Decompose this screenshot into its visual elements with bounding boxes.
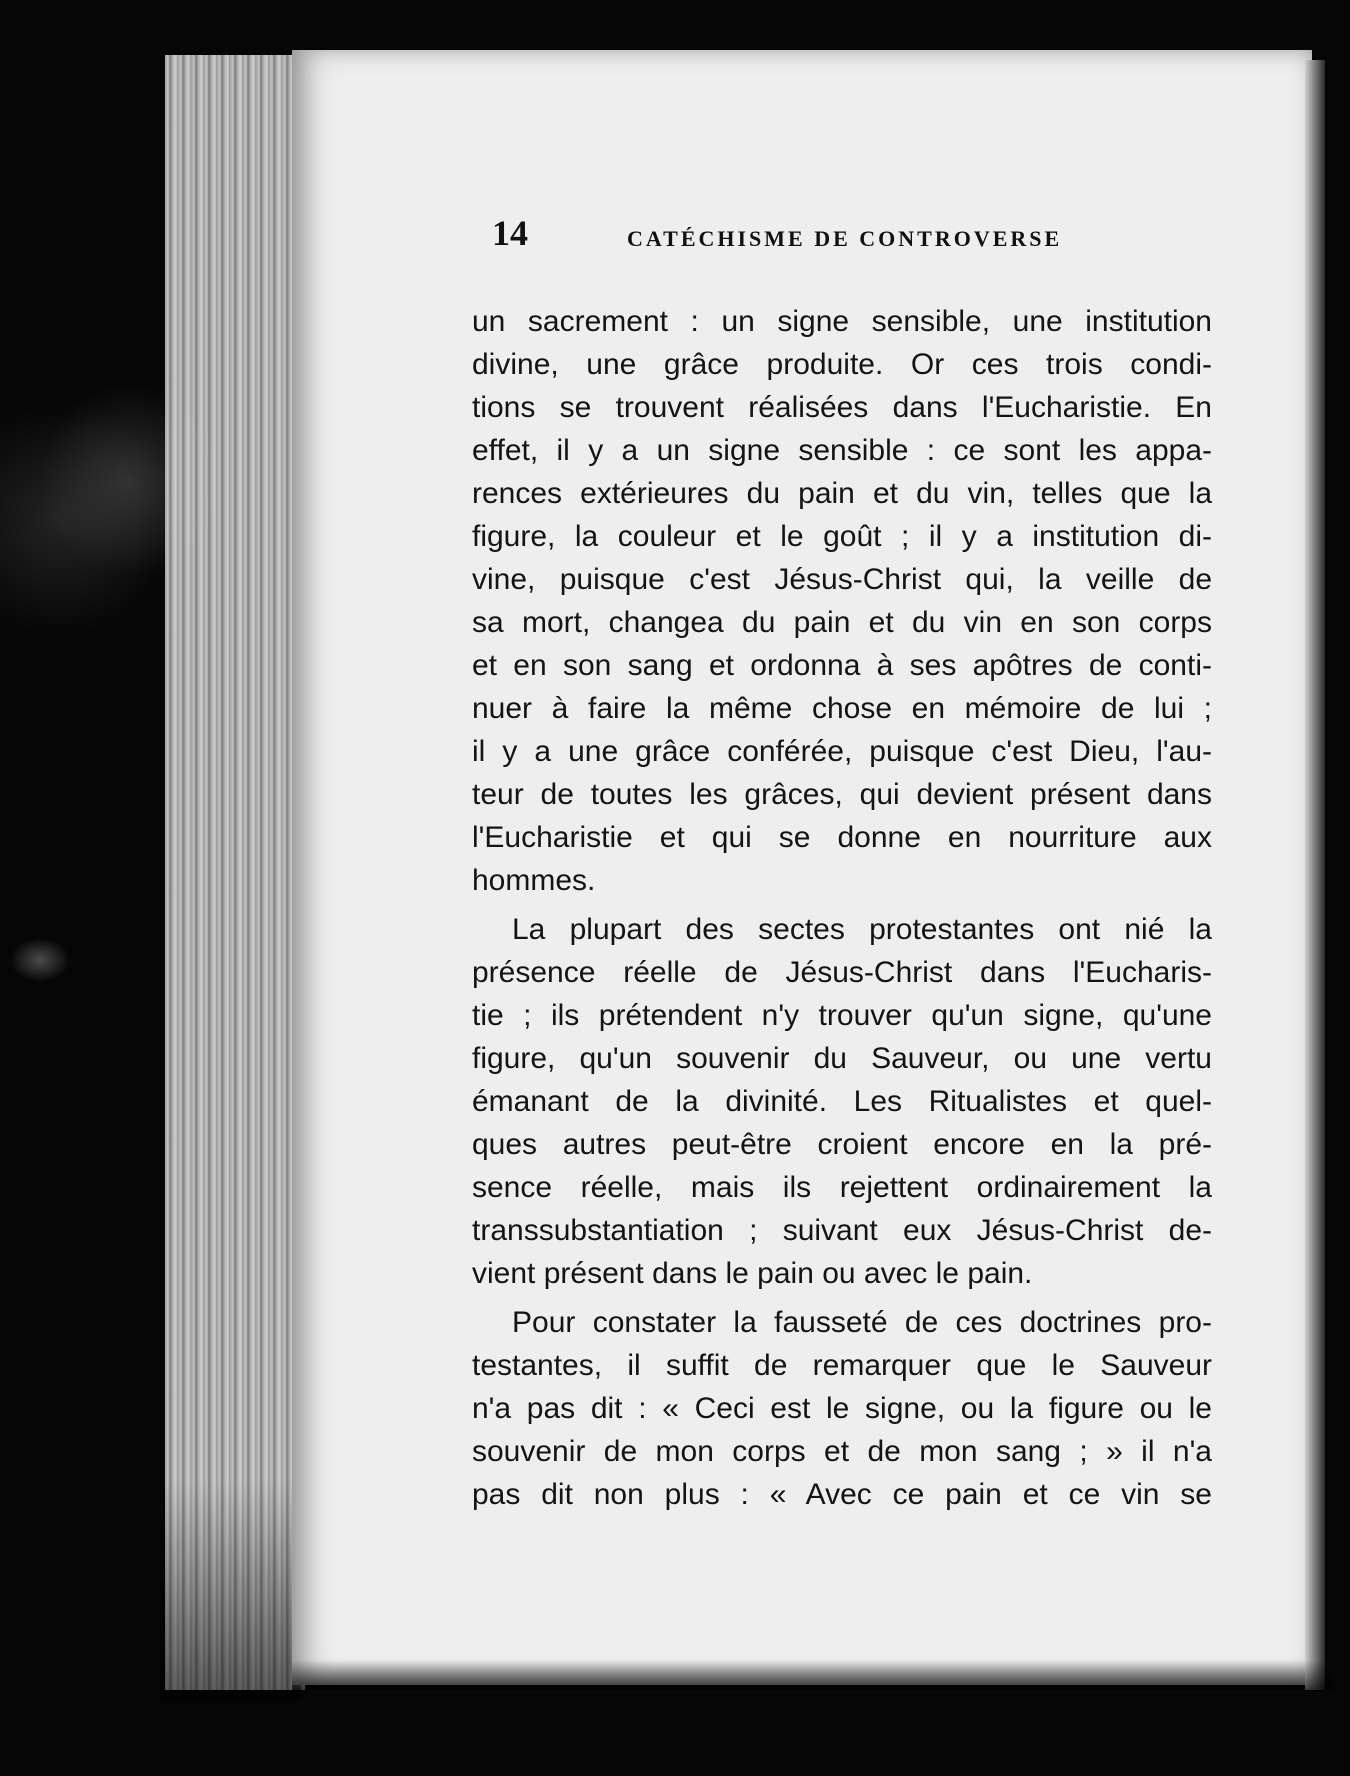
text-line: souvenir de mon corps et de mon sang ; » il n'a	[472, 1435, 1212, 1468]
text-line: La plupart des sectes protestantes ont nié la	[512, 913, 1212, 946]
text-line: sa mort, changea du pain et du vin en son corps	[472, 606, 1212, 639]
paragraph	[472, 300, 1212, 902]
text-line: testantes, il suffit de remarquer que le Sauveur	[472, 1349, 1212, 1382]
text-line: divine, une grâce produite. Or ces trois condi-	[472, 348, 1212, 381]
book-page-edges	[165, 55, 305, 1690]
page-right-edge	[1305, 60, 1325, 1690]
text-line: hommes.	[472, 864, 596, 897]
text-line: tie ; ils prétendent n'y trouver qu'un signe, qu'une	[472, 999, 1212, 1032]
text-line: figure, qu'un souvenir du Sauveur, ou une vertu	[472, 1042, 1212, 1075]
text-line: n'a pas dit : « Ceci est le signe, ou la figure ou le	[472, 1392, 1212, 1425]
running-head: CATÉCHISME DE CONTROVERSE	[627, 226, 1063, 251]
page-bottom-shadow	[292, 1660, 1332, 1690]
text-line: vient présent dans le pain ou avec le pain.	[472, 1257, 1033, 1290]
text-line: l'Eucharistie et qui se donne en nourriture aux	[472, 821, 1212, 854]
text-line: émanant de la divinité. Les Ritualistes et quel-	[472, 1085, 1212, 1118]
text-line: et en son sang et ordonna à ses apôtres de conti-	[472, 649, 1212, 682]
text-line: vine, puisque c'est Jésus-Christ qui, la veille de	[472, 563, 1212, 596]
text-line: pas dit non plus : « Avec ce pain et ce vin se	[472, 1478, 1212, 1511]
text-line: Pour constater la fausseté de ces doctrines pro-	[512, 1306, 1212, 1339]
paragraph	[472, 1301, 1212, 1516]
text-line: il y a une grâce conférée, puisque c'est Dieu, l'au-	[472, 735, 1212, 768]
text-line: un sacrement : un signe sensible, une institution	[472, 305, 1212, 338]
text-line: sence réelle, mais ils rejettent ordinairement la	[472, 1171, 1212, 1204]
text-line: teur de toutes les grâces, qui devient présent dans	[472, 778, 1212, 811]
text-line: présence réelle de Jésus-Christ dans l'Eucharis-	[472, 956, 1212, 989]
text-line: effet, il y a un signe sensible : ce sont les appa-	[472, 434, 1212, 467]
text-line: rences extérieures du pain et du vin, telles que la	[472, 477, 1212, 510]
page-edges-shadow	[160, 1480, 300, 1700]
page-header	[492, 212, 1132, 262]
paragraph	[472, 908, 1212, 1295]
text-line: ques autres peut-être croient encore en la pré-	[472, 1128, 1212, 1161]
page-number: 14	[492, 213, 528, 253]
text-line: tions se trouvent réalisées dans l'Eucharistie. En	[472, 391, 1212, 424]
body-text	[472, 300, 1212, 1516]
text-line: nuer à faire la même chose en mémoire de lui ;	[472, 692, 1212, 725]
text-line: transsubstantiation ; suivant eux Jésus-Christ de-	[472, 1214, 1212, 1247]
text-line: figure, la couleur et le goût ; il y a institution di-	[472, 520, 1212, 553]
